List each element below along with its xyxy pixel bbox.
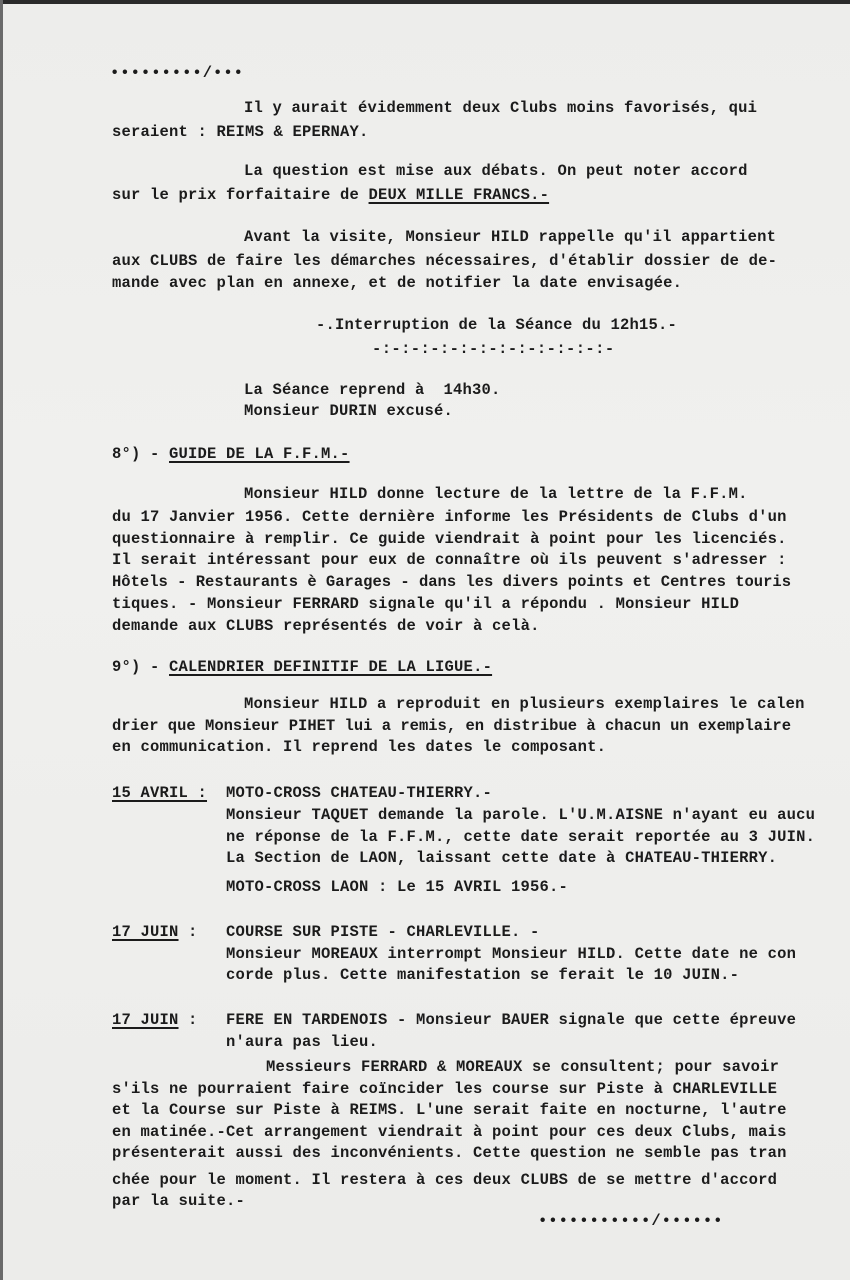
- event-line: MOTO-CROSS CHATEAU-THIERRY.-: [226, 784, 493, 802]
- event-line: FERE EN TARDENOIS - Monsieur BAUER signale que cette épreuve: [226, 1011, 797, 1029]
- paragraph-line: seraient : REIMS & EPERNAY.: [112, 123, 369, 141]
- paragraph-line: demande aux CLUBS représentés de voir à celà.: [112, 617, 540, 635]
- paragraph-line: en communication. Il reprend les dates le composant.: [112, 738, 607, 756]
- event-line: La Section de LAON, laissant cette date à CHATEAU-THIERRY.: [226, 849, 778, 867]
- paragraph-line: Monsieur DURIN excusé.: [244, 402, 454, 420]
- paragraph-line: sur le prix forfaitaire de DEUX MILLE FRANCS.-: [112, 186, 550, 204]
- continuation-marker-bottom: •••••••••••/••••••: [538, 1212, 724, 1230]
- paragraph-line: et la Course sur Piste à REIMS. L'une serait faite en nocturne, l'autre: [112, 1101, 787, 1119]
- paragraph-line: Messieurs FERRARD & MOREAUX se consultent; pour savoir: [266, 1058, 780, 1076]
- section-heading-9: 9°) - CALENDRIER DEFINITIF DE LA LIGUE.-: [112, 658, 493, 676]
- underlined-amount: DEUX MILLE FRANCS.-: [368, 186, 550, 204]
- section-heading-8: 8°) - GUIDE DE LA F.F.M.-: [112, 445, 350, 463]
- event-line: Monsieur MOREAUX interrompt Monsieur HILD. Cette date ne con: [226, 945, 797, 963]
- paragraph-line: tiques. - Monsieur FERRARD signale qu'il a répondu . Monsieur HILD: [112, 595, 740, 613]
- section-title: CALENDRIER DEFINITIF DE LA LIGUE.-: [169, 658, 493, 676]
- paragraph-line: mande avec plan en annexe, et de notifier la date envisagée.: [112, 274, 683, 292]
- paragraph-line: présenterait aussi des inconvénients. Cette question ne semble pas tran: [112, 1144, 787, 1162]
- event-date: 17 JUIN :: [112, 1011, 198, 1029]
- continuation-marker-top: •••••••••/•••: [110, 64, 244, 82]
- event-line: ne réponse de la F.F.M., cette date serait reportée au 3 JUIN.: [226, 828, 816, 846]
- separator-line: -:-:-:-:-:-:-:-:-:-:-:-:-: [372, 340, 615, 358]
- event-line: MOTO-CROSS LAON : Le 15 AVRIL 1956.-: [226, 878, 569, 896]
- page-left-edge: [0, 0, 3, 1280]
- paragraph-line: Il serait intéressant pour eux de connaître où ils peuvent s'adresser :: [112, 551, 787, 569]
- event-date: 17 JUIN :: [112, 923, 198, 941]
- interruption-notice: -.Interruption de la Séance du 12h15.-: [316, 316, 678, 334]
- paragraph-line: drier que Monsieur PIHET lui a remis, en distribue à chacun un exemplaire: [112, 717, 792, 735]
- paragraph-line: s'ils ne pourraient faire coïncider les course sur Piste à CHARLEVILLE: [112, 1080, 778, 1098]
- event-date: 15 AVRIL :: [112, 784, 208, 802]
- paragraph-line: La Séance reprend à 14h30.: [244, 381, 501, 399]
- paragraph-line: Monsieur HILD a reproduit en plusieurs exemplaires le calen: [244, 695, 805, 713]
- paragraph-line: Monsieur HILD donne lecture de la lettre de la F.F.M.: [244, 485, 748, 503]
- event-line: n'aura pas lieu.: [226, 1033, 379, 1051]
- paragraph-line: La question est mise aux débats. On peut noter accord: [244, 162, 748, 180]
- event-line: Monsieur TAQUET demande la parole. L'U.M.AISNE n'ayant eu aucu: [226, 806, 816, 824]
- paragraph-line: du 17 Janvier 1956. Cette dernière informe les Présidents de Clubs d'un: [112, 508, 787, 526]
- section-title: GUIDE DE LA F.F.M.-: [169, 445, 350, 463]
- paragraph-line: en matinée.-Cet arrangement viendrait à point pour ces deux Clubs, mais: [112, 1123, 787, 1141]
- paragraph-line: aux CLUBS de faire les démarches nécessaires, d'établir dossier de de-: [112, 252, 778, 270]
- event-line: COURSE SUR PISTE - CHARLEVILLE. -: [226, 923, 540, 941]
- paragraph-line: chée pour le moment. Il restera à ces deux CLUBS de se mettre d'accord: [112, 1171, 778, 1189]
- paragraph-line: par la suite.-: [112, 1192, 246, 1210]
- event-line: corde plus. Cette manifestation se ferait le 10 JUIN.-: [226, 966, 740, 984]
- paragraph-line: questionnaire à remplir. Ce guide viendrait à point pour les licenciés.: [112, 530, 787, 548]
- paragraph-line: Hôtels - Restaurants è Garages - dans les divers points et Centres touris: [112, 573, 792, 591]
- paragraph-line: Il y aurait évidemment deux Clubs moins favorisés, qui: [244, 99, 758, 117]
- page-top-edge: [0, 0, 850, 4]
- paragraph-line: Avant la visite, Monsieur HILD rappelle qu'il appartient: [244, 228, 777, 246]
